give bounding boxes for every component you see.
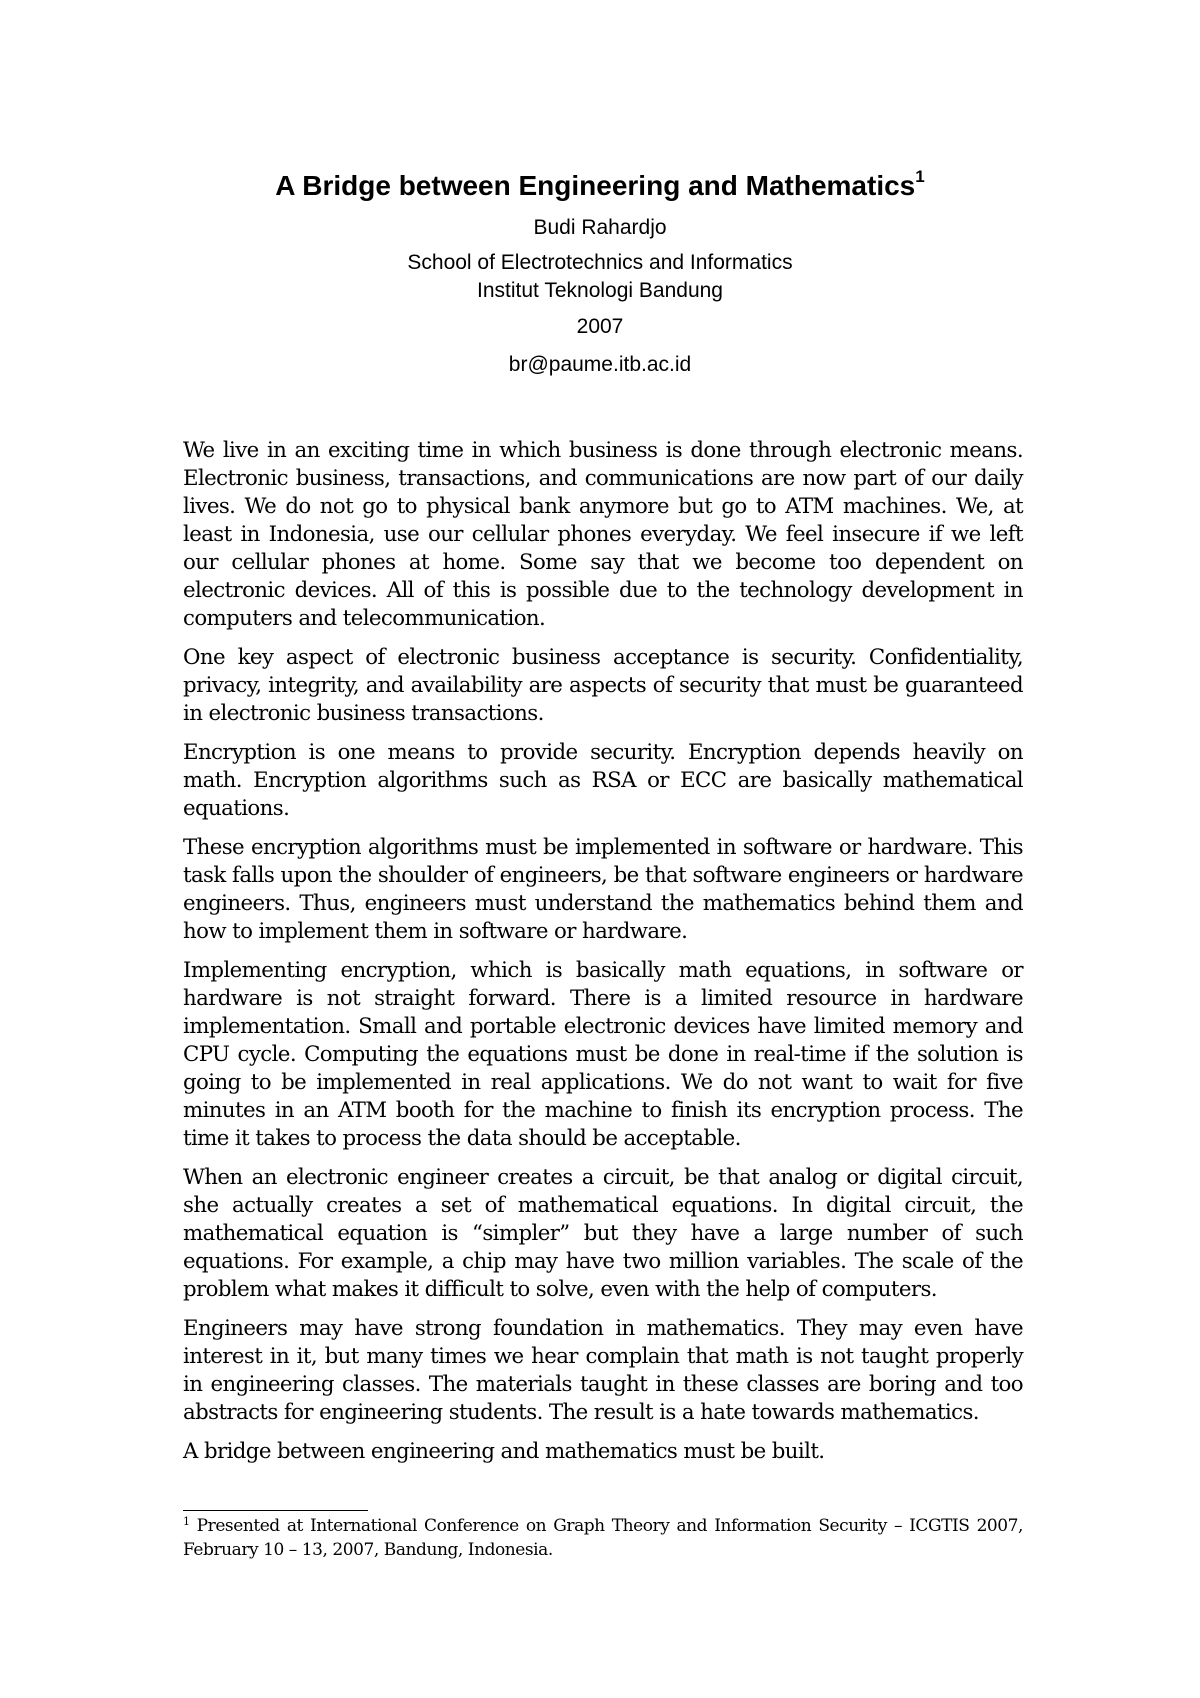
affiliation-line-1: School of Electrotechnics and Informatics [407,251,793,274]
body-paragraph: One key aspect of electronic business acceptance is security. Confidentiality, privacy, integrity, and availability are aspects of security that must be guaranteed in electronic business transactions. [183,645,1023,726]
affiliation-line-2: Institut Teknologi Bandung [477,279,723,302]
author-email: br@paume.itb.ac.id [508,353,692,376]
author-name: Budi Rahardjo [533,216,667,239]
body-paragraph: When an electronic engineer creates a circuit, be that analog or digital circuit, she actually creates a set of mathematical equations. In digital circuit, the mathematical equation is “simpler” but they have a large number of such equations. For example, a chip may have two million variables. The scale of the problem what makes it difficult to solve, even with the help of computers. [183,1165,1023,1302]
paper-header [0,168,1200,379]
footnote [183,1514,1023,1562]
body-paragraph: We live in an exciting time in which business is done through electronic means. Electronic business, transactions, and communications are now part of our daily lives. We do not go to physical bank anymore but go to ATM machines. We, at least in Indonesia, use our cellular phones everyday. We feel insecure if we left our cellular phones at home. Some say that we become too dependent on electronic devices. All of this is possible due to the technology development in computers and telecommunication. [183,438,1023,631]
body-paragraph: Implementing encryption, which is basically math equations, in software or hardware is not straight forward. There is a limited resource in hardware implementation. Small and portable electronic devices have limited memory and CPU cycle. Computing the equations must be done in real-time if the solution is going to be implemented in real applications. We do not want to wait for five minutes in an ATM booth for the machine to finish its encryption process. The time it takes to process the data should be acceptable. [183,958,1023,1151]
footnote-mark: 1 [183,1515,190,1528]
paper-body [183,437,1023,1477]
body-paragraph: Encryption is one means to provide security. Encryption depends heavily on math. Encryption algorithms such as RSA or ECC are basically mathematical equations. [183,740,1023,821]
body-paragraph: A bridge between engineering and mathematics must be built. [183,1439,825,1464]
paper-title-text: A Bridge between Engineering and Mathematics [275,170,916,201]
footnote-divider [183,1510,368,1511]
affiliation [0,249,1200,305]
title-footnote-mark: 1 [915,167,925,186]
body-paragraph: These encryption algorithms must be implemented in software or hardware. This task falls upon the shoulder of engineers, be that software engineers or hardware engineers. Thus, engineers must understand the mathematics behind them and how to implement them in software or hardware. [183,835,1023,944]
body-paragraph: Engineers may have strong foundation in mathematics. They may even have interest in it, but many times we hear complain that math is not taught properly in engineering classes. The materials taught in these classes are boring and too abstracts for engineering students. The result is a hate towards mathematics. [183,1316,1023,1425]
publication-year: 2007 [576,315,624,338]
paper-title [0,168,1200,204]
footnote-text: Presented at International Conference on Graph Theory and Information Security – ICGTIS 2007, February 10 – 13, 2007, Bandung, Indonesia. [183,1516,1023,1560]
